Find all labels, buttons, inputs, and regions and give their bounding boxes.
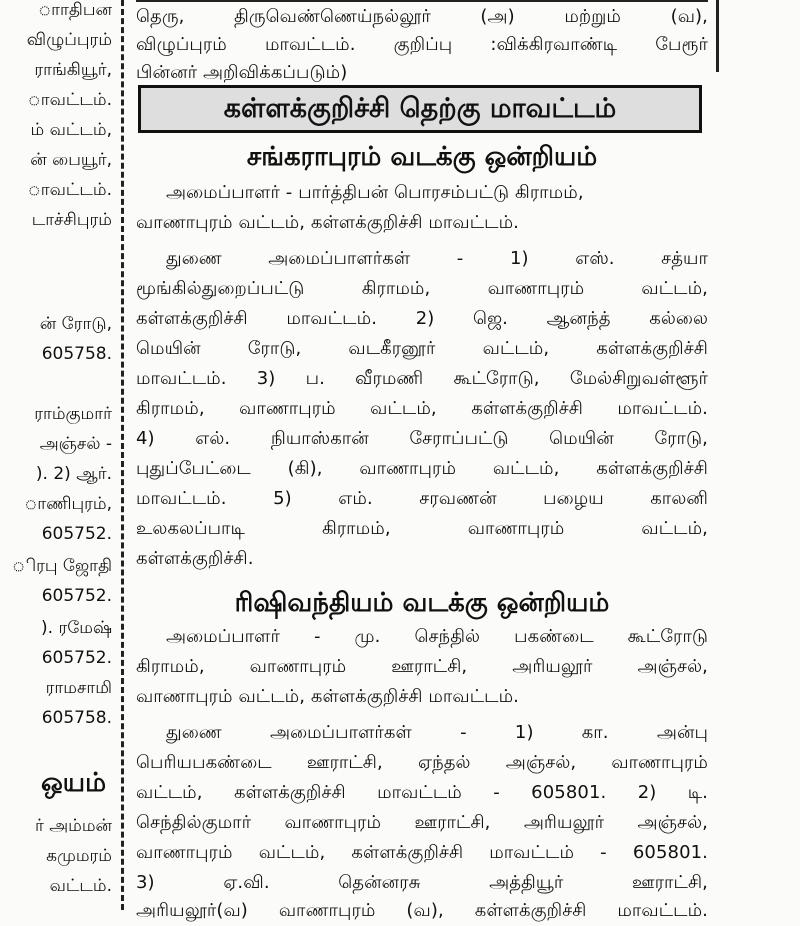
left-line: ன் ரோடு,: [39, 314, 112, 334]
left-line: அஞ்சல் -: [39, 434, 112, 454]
text-line: வாணாபுரம் வட்டம், கள்ளக்குறிச்சி மாவட்டம்.: [136, 686, 519, 707]
left-line: ராம்குமார்: [34, 404, 112, 424]
text-line: அமைப்பாளர் - பார்த்திபன் பொரசம்பட்டு கிராமம்,: [166, 182, 584, 203]
text-line: விழுப்புரம் மாவட்டம். குறிப்பு :விக்கிரவாண்டி பேரூர்: [136, 34, 708, 55]
text-line: கிராமம், வாணாபுரம் வட்டம், கள்ளக்குறிச்சி மாவட்டம்.: [136, 398, 708, 419]
text-line: 4) எல். நியாஸ்கான் சேராப்பட்டு மெயின் ரோடு,: [136, 428, 708, 449]
text-line: கள்ளக்குறிச்சி மாவட்டம். 2) ஜெ. ஆனந்த் கல்லை: [136, 308, 708, 329]
left-line: ர் அம்மன்: [34, 816, 112, 836]
left-line: ராமசாமி: [45, 678, 112, 698]
left-line: ிரபு ஜோதி: [12, 556, 112, 576]
left-line: ாாதிபன: [38, 0, 112, 20]
left-line: கமுமரம்: [46, 846, 112, 866]
left-line: ராங்கியூர்,: [34, 60, 112, 80]
left-line: 605752.: [41, 648, 112, 668]
text-line: மூங்கில்துறைப்பட்டு கிராமம், வாணாபுரம் வட்டம்,: [136, 278, 708, 299]
left-line: 605758.: [41, 708, 112, 728]
left-heading: ஒயம்: [41, 768, 106, 798]
left-line: ம் வட்டம்,: [30, 120, 112, 140]
left-line: ாணிபுரம்,: [24, 494, 112, 514]
text-line: தெரு, திருவெண்ணெய்நல்லூர் (அ) மற்றும் (வ),: [136, 6, 708, 27]
left-line: ன் பையூர்,: [30, 150, 112, 170]
text-line: கிராமம், வாணாபுரம் ஊராட்சி, அரியலூர் அஞ்சல்,: [136, 656, 708, 677]
text-line: அமைப்பாளர் - மு. செந்தில் பகண்டை கூட்ரோடு: [166, 626, 708, 647]
column-divider: [121, 0, 124, 910]
section-heading: சங்கராபுரம் வடக்கு ஒன்றியம்: [246, 142, 598, 172]
text-line: உலகலப்பாடி கிராமம், வாணாபுரம் வட்டம்,: [136, 518, 708, 539]
left-line: ). ரமேஷ்: [41, 618, 112, 638]
main-column: [136, 0, 708, 921]
left-line: வட்டம்.: [49, 876, 112, 896]
left-line: 605752.: [41, 586, 112, 606]
text-line: அரியலூர்(வ) வாணாபுரம் (வ), கள்ளக்குறிச்சி மாவட்டம்.: [136, 900, 708, 921]
left-line: ாவட்டம்.: [27, 180, 112, 200]
text-line: பெரியபகண்டை ஊராட்சி, ஏந்தல் அஞ்சல், வாணாபுரம்: [136, 752, 708, 773]
text-line: துணை அமைப்பாளர்கள் - 1) எஸ். சத்யா: [166, 248, 708, 269]
left-line: ாவட்டம்.: [27, 90, 112, 110]
text-line: மாவட்டம். 5) எம். சரவணன் பழைய காலனி: [136, 488, 708, 509]
text-line: பின்னர் அறிவிக்கப்படும்): [136, 62, 348, 83]
text-line: வட்டம், கள்ளக்குறிச்சி மாவட்டம் - 605801. 2) டி.: [136, 782, 708, 803]
text-line: துணை அமைப்பாளர்கள் - 1) கா. அன்பு: [166, 722, 708, 743]
left-column: [0, 0, 116, 910]
text-line: மாவட்டம். 3) ப. வீரமணி கூட்ரோடு, மேல்சிறுவள்ளூர்: [136, 368, 708, 389]
left-line: விழுப்புரம்: [26, 30, 112, 50]
text-line: புதுப்பேட்டை (கி), வாணாபுரம் வட்டம், கள்ளக்குறிச்சி: [136, 458, 708, 479]
text-line: வாணாபுரம் வட்டம், கள்ளக்குறிச்சி மாவட்டம்.: [136, 212, 519, 233]
text-line: செந்தில்குமார் வாணாபுரம் ஊராட்சி, அரியலூர் அஞ்சல்,: [136, 812, 708, 833]
text-line: 3) ஏ.வி. தென்னரசு அத்தியூர் ஊராட்சி,: [136, 872, 708, 893]
text-line: வாணாபுரம் வட்டம், கள்ளக்குறிச்சி மாவட்டம் - 605801.: [136, 842, 708, 863]
section-heading: ரிஷிவந்தியம் வடக்கு ஒன்றியம்: [234, 588, 610, 618]
district-banner: கள்ளக்குறிச்சி தெற்கு மாவட்டம்: [138, 85, 702, 133]
box-right-border: [716, 0, 719, 72]
left-line: டாச்சிபுரம்: [31, 210, 112, 230]
left-line: 605758.: [41, 344, 112, 364]
left-line: 605752.: [41, 524, 112, 544]
text-line: மெயின் ரோடு, வடகீரனூர் வட்டம், கள்ளக்குறிச்சி: [136, 338, 708, 359]
left-line: ). 2) ஆர்.: [35, 464, 112, 484]
text-line: கள்ளக்குறிச்சி.: [136, 548, 254, 569]
